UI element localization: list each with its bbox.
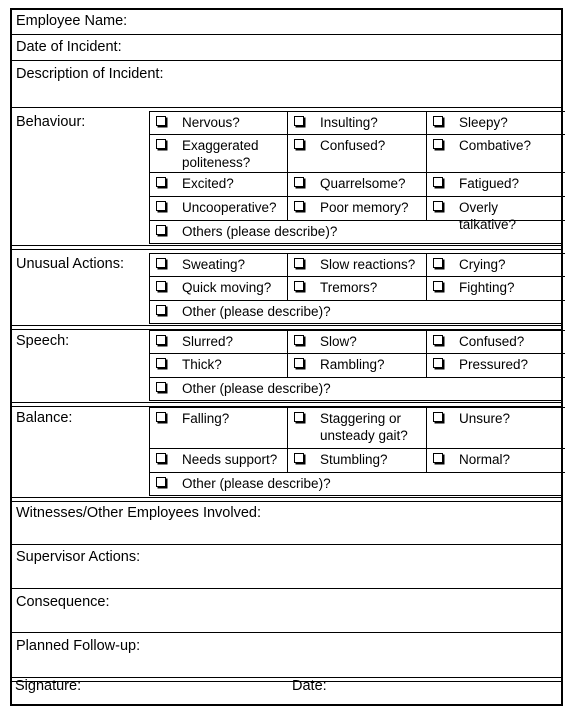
checklist-item-label: Fighting? [459,280,515,295]
checklist-item[interactable] [287,407,426,448]
checklist-item-label: Stumbling? [320,452,388,467]
checklist-grid [149,407,561,496]
balance-section [12,407,561,496]
behaviour-label: Behaviour: [16,114,86,130]
checkbox[interactable] [294,201,304,211]
checkbox[interactable] [156,281,166,291]
checklist-item-label: Other (please describe)? [182,381,331,396]
checklist-item-label: Insulting? [320,115,378,130]
checklist-item-label: Tremors? [320,280,378,295]
checklist-item-label: Nervous? [182,115,240,130]
checkbox[interactable] [156,225,166,235]
checkbox[interactable] [294,139,304,149]
checklist-item-label: Quarrelsome? [320,176,406,191]
checklist-item-label: Pressured? [459,357,529,372]
checkbox[interactable] [156,382,166,392]
checklist-item[interactable] [149,407,287,448]
divider [12,34,561,35]
checklist-item-label: Unsure? [459,411,511,426]
checkbox[interactable] [433,281,443,291]
checklist-item[interactable] [426,353,565,377]
speech-label: Speech: [16,333,70,349]
checklist-item[interactable] [149,111,287,134]
checklist-item-label: Staggering or unsteady gait? [320,411,408,443]
checklist-item[interactable] [426,111,565,134]
checklist-item[interactable] [287,172,426,196]
checkbox[interactable] [294,177,304,187]
checkbox[interactable] [156,177,166,187]
divider [12,544,561,545]
checklist-item-label: Fatigued? [459,176,520,191]
checkbox[interactable] [294,116,304,126]
checkbox[interactable] [433,453,443,463]
checklist-item-label: Thick? [182,357,222,372]
checkbox[interactable] [294,281,304,291]
checklist-item-label: Poor memory? [320,200,409,215]
checklist-item-label: Sleepy? [459,115,508,130]
checklist-item-label: Slurred? [182,334,234,349]
checklist-item-label: Needs support? [182,452,278,467]
divider [12,681,561,682]
checklist-item-label: Quick moving? [182,280,272,295]
divider [12,325,561,326]
checkbox[interactable] [156,305,166,315]
checklist-item[interactable] [287,330,426,353]
checkbox[interactable] [156,477,166,487]
date-label: Date: [292,678,327,694]
checklist-item-label: Confused? [459,334,525,349]
checklist-item[interactable] [149,253,287,276]
employee-name-label: Employee Name: [16,13,128,29]
checklist-grid [149,253,561,324]
speech-section [12,330,561,401]
checklist-item[interactable] [426,172,565,196]
checklist-item[interactable] [149,353,287,377]
checklist-item[interactable] [287,111,426,134]
divider [12,677,561,678]
checkbox[interactable] [294,358,304,368]
checkbox[interactable] [433,177,443,187]
divider [12,245,561,246]
checklist-item-label: Normal? [459,452,511,467]
checklist-item[interactable] [149,196,287,220]
checkbox[interactable] [294,412,304,422]
checklist-item[interactable] [149,300,565,324]
checkbox[interactable] [156,139,166,149]
checkbox[interactable] [156,116,166,126]
checkbox[interactable] [156,453,166,463]
checklist-item-label: Confused? [320,138,386,153]
checklist-item-label: Exaggerated politeness? [182,138,259,170]
divider [12,501,561,502]
checklist-item[interactable] [287,196,426,220]
checklist-item[interactable] [287,253,426,276]
balance-label: Balance: [16,410,73,426]
checklist-grid [149,111,561,244]
checkbox[interactable] [156,201,166,211]
checklist-item-label: Other (please describe)? [182,304,331,319]
checklist-grid [149,330,561,401]
checkbox[interactable] [156,258,166,268]
checkbox[interactable] [433,258,443,268]
checkbox[interactable] [294,258,304,268]
checklist-item-label: Overly talkative? [459,200,517,232]
checkbox[interactable] [294,453,304,463]
checklist-item-label: Crying? [459,257,506,272]
checkbox[interactable] [294,335,304,345]
checkbox[interactable] [433,412,443,422]
checklist-item-label: Uncooperative? [182,200,277,215]
checklist-item[interactable] [287,353,426,377]
checklist-item-label: Falling? [182,411,230,426]
supervisor-actions-label: Supervisor Actions: [16,549,141,565]
checklist-item[interactable] [426,134,565,172]
checklist-item-label: Combative? [459,138,532,153]
divider [12,632,561,633]
checklist-item[interactable] [149,172,287,196]
description-label: Description of Incident: [16,66,164,82]
checklist-item-label: Slow reactions? [320,257,416,272]
checkbox[interactable] [433,139,443,149]
checklist-item[interactable] [287,448,426,472]
divider [12,107,561,108]
checklist-item[interactable] [149,134,287,172]
consequence-label: Consequence: [16,594,110,610]
checklist-item[interactable] [426,276,565,300]
behaviour-section [12,111,561,244]
checklist-item[interactable] [287,276,426,300]
checklist-item-label: Sweating? [182,257,246,272]
checklist-item[interactable] [426,448,565,472]
unusual-actions-section [12,253,561,324]
divider [12,497,561,498]
checklist-item[interactable] [426,330,565,353]
checklist-item[interactable] [426,407,565,448]
checklist-item[interactable] [149,330,287,353]
checkbox[interactable] [433,116,443,126]
checkbox[interactable] [156,335,166,345]
planned-follow-up-label: Planned Follow-up: [16,638,141,654]
checkbox[interactable] [433,201,443,211]
checkbox[interactable] [156,358,166,368]
divider [12,249,561,250]
divider [12,588,561,589]
date-of-incident-label: Date of Incident: [16,39,122,55]
checklist-item[interactable] [149,472,565,496]
checklist-item-label: Others (please describe)? [182,224,338,239]
divider [12,402,561,403]
checklist-item[interactable] [149,276,287,300]
checkbox[interactable] [433,335,443,345]
checklist-item-label: Rambling? [320,357,385,372]
divider [12,60,561,61]
checkbox[interactable] [433,358,443,368]
checklist-item[interactable] [149,377,565,401]
incident-form [10,8,563,706]
checklist-item[interactable] [149,448,287,472]
checklist-item-label: Other (please describe)? [182,476,331,491]
checklist-item-label: Slow? [320,334,357,349]
witnesses-label: Witnesses/Other Employees Involved: [16,505,261,521]
checklist-item[interactable] [149,220,565,244]
checklist-item-label: Excited? [182,176,234,191]
checklist-item[interactable] [426,196,565,232]
unusual-actions-label: Unusual Actions: [16,256,125,272]
checklist-item[interactable] [426,253,565,276]
checklist-item[interactable] [287,134,426,172]
checkbox[interactable] [156,412,166,422]
signature-label: Signature: [15,678,82,694]
